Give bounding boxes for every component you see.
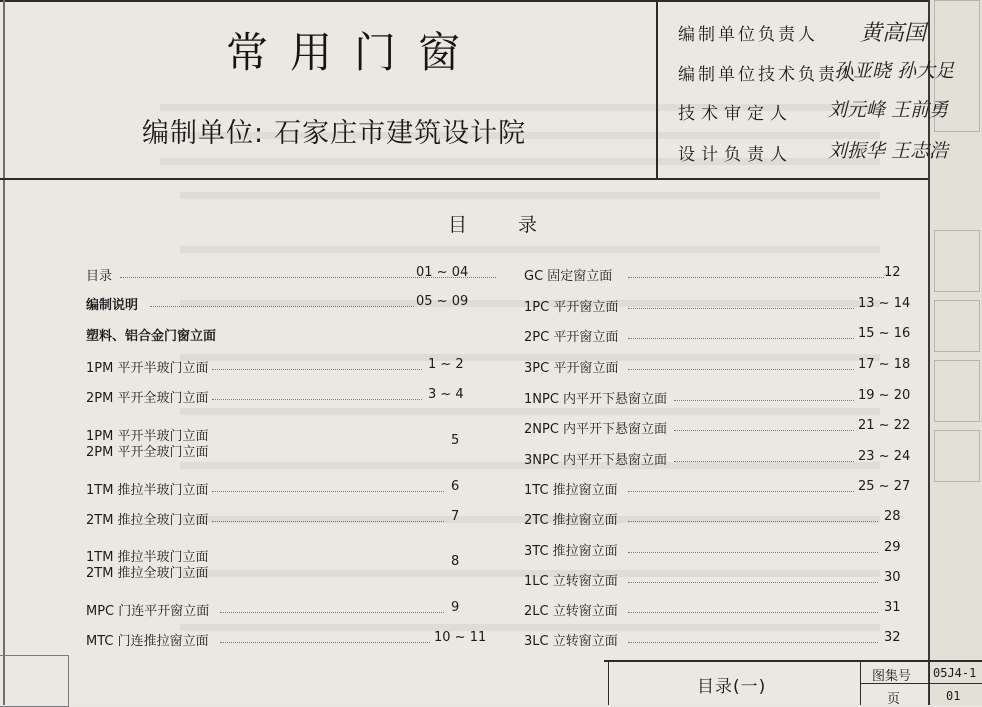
leader-dots [628,338,854,339]
toc-entry-pages: 05 ~ 09 [416,294,469,309]
compiler-label: 编制单位: [142,118,265,149]
leader-dots [674,430,854,431]
page-title: 常用门窗 [226,28,483,77]
atlas-number-label: 图集号 [872,669,912,684]
signature: 孙亚晓 孙大足 [834,60,955,82]
toc-entry-pages: 3 ~ 4 [428,387,464,402]
toc-entry-label-second: 2PM 平开全玻门立面 [86,445,209,460]
signoff-row [678,136,949,166]
leader-dots [628,308,854,309]
frame-left-line [3,0,5,705]
leader-dots [150,306,414,307]
toc-entry-label: 3NPC 内平开下悬窗立面 [524,453,668,468]
toc-entry-pages: 25 ~ 27 [858,479,911,494]
leader-dots [628,612,878,613]
toc-entry-label: GC 固定窗立面 [524,269,613,284]
leader-dots [212,521,444,522]
toc-entry-label: 3LC 立转窗立面 [524,634,618,649]
leader-dots [212,491,444,492]
toc-entry-label: 1TM 推拉半玻门立面 [86,483,209,498]
toc-entry-pages: 8 [451,554,460,569]
toc-entry-pages: 31 [884,600,901,615]
bleed-through-texture [180,246,880,253]
strip-cell [934,430,980,482]
toc-entry-pages: 21 ~ 22 [858,418,911,433]
toc-entry-pages: 7 [451,509,460,524]
leader-dots [212,369,422,370]
leader-dots [628,642,878,643]
signature: 刘振华 王志浩 [828,140,949,162]
leader-dots [628,552,878,553]
toc-entry-label-second: 2TM 推拉全玻门立面 [86,566,209,581]
toc-entry-label: 1PC 平开窗立面 [524,300,619,315]
sheet-title: 目录(一) [697,677,767,697]
signoff-role: 编制单位负责人 [678,25,818,45]
toc-section-label: 塑料、铝合金门窗立面 [86,329,217,344]
signoff-row [678,95,949,125]
bottom-left-box [0,655,69,707]
toc-entry-pages: 28 [884,509,901,524]
strip-cell [934,230,980,292]
toc-entry-pages: 32 [884,630,901,645]
leader-dots [628,491,854,492]
leader-dots [212,399,422,400]
signoff-row [678,56,955,86]
leader-dots [674,461,854,462]
toc-entry-label: 1TC 推拉窗立面 [524,483,618,498]
toc-entry-label: 2PM 平开全玻门立面 [86,391,209,406]
toc-entry-label: 目录 [86,269,113,284]
toc-entry-pages: 10 ~ 11 [434,630,487,645]
title-block-border [608,660,609,705]
leader-dots [628,521,878,522]
strip-cell [934,300,980,352]
leader-dots [628,582,878,583]
leader-dots [220,642,430,643]
toc-entry-label: 1LC 立转窗立面 [524,574,618,589]
page-number-value: 01 [946,689,961,703]
toc-heading-left: 目 [448,214,468,236]
frame-top-line [0,0,982,2]
toc-entry-label: 1PM 平开半玻门立面 [86,361,209,376]
toc-heading-right: 录 [518,214,538,236]
toc-entry-pages: 9 [451,600,460,615]
toc-entry-pages: 13 ~ 14 [858,296,911,311]
toc-entry-label: 3PC 平开窗立面 [524,361,619,376]
toc-entry-pages: 30 [884,570,901,585]
signature: 黄高国 [860,21,927,46]
toc-entry-pages: 1 ~ 2 [428,357,464,372]
toc-entry-label: 2TM 推拉全玻门立面 [86,513,209,528]
compiler-line [142,111,526,150]
bleed-through-texture [180,192,880,199]
toc-entry-pages: 6 [451,479,460,494]
toc-entry-label: MTC 门连推拉窗立面 [86,634,209,649]
toc-entry-pages: 19 ~ 20 [858,388,911,403]
header-divider [0,178,930,180]
toc-entry-label: 2LC 立转窗立面 [524,604,618,619]
signoff-role: 技术审定人 [678,104,793,124]
toc-entry-pages: 01 ~ 04 [416,265,469,280]
toc-entry-label: 1NPC 内平开下悬窗立面 [524,392,668,407]
toc-entry-pages: 12 [884,265,901,280]
leader-dots [628,369,854,370]
title-block-top-line [604,660,982,662]
signature: 刘元峰 王前勇 [828,99,949,121]
toc-entry-pages: 15 ~ 16 [858,326,911,341]
atlas-number-value: 05J4-1 [933,666,977,680]
toc-entry-label: MPC 门连平开窗立面 [86,604,210,619]
strip-cell [934,360,980,422]
bleed-through-texture [180,408,880,415]
signoff-divider [656,0,658,180]
signoff-role: 设计负责人 [678,145,793,165]
toc-entry-label: 3TC 推拉窗立面 [524,544,618,559]
toc-entry-label: 编制说明 [86,298,139,313]
toc-entry-label: 1PM 平开半玻门立面 [86,429,209,444]
toc-entry-pages: 29 [884,540,901,555]
compiler-name: 石家庄市建筑设计院 [274,118,527,149]
page-label: 页 [887,692,901,707]
toc-entry-pages: 5 [451,433,460,448]
leader-dots [628,277,884,278]
leader-dots [220,612,444,613]
toc-entry-pages: 17 ~ 18 [858,357,911,372]
signoff-row [678,16,928,46]
toc-entry-label: 2NPC 内平开下悬窗立面 [524,422,668,437]
leader-dots [674,400,854,401]
toc-entry-pages: 23 ~ 24 [858,449,911,464]
toc-entry-label: 1TM 推拉半玻门立面 [86,550,209,565]
toc-entry-label: 2PC 平开窗立面 [524,330,619,345]
toc-entry-label: 2TC 推拉窗立面 [524,513,618,528]
signoff-role: 编制单位技术负责人 [678,65,858,85]
